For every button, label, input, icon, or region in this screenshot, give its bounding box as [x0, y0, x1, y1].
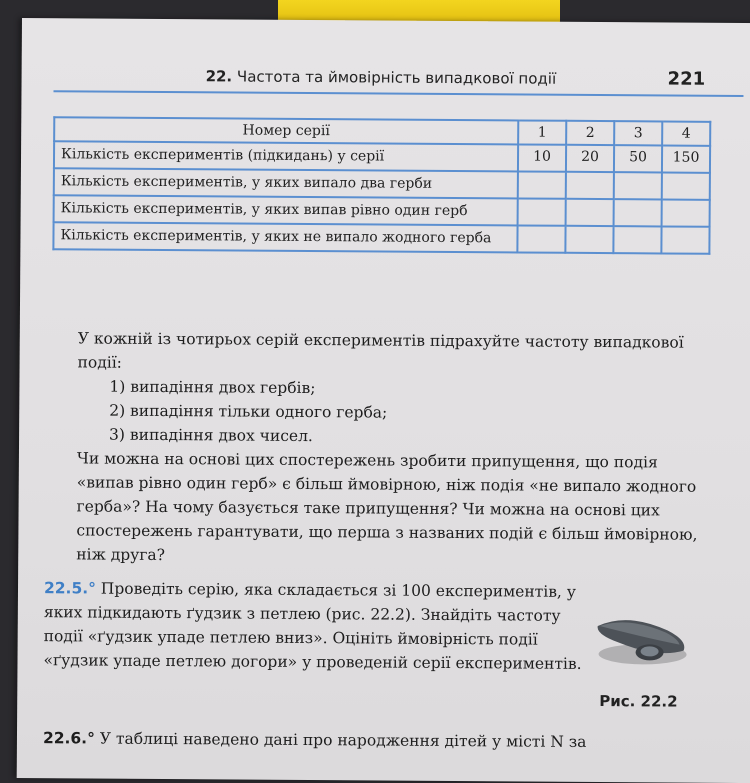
button-with-loop-icon — [587, 608, 697, 669]
table-row — [53, 222, 709, 254]
table-cell — [518, 171, 566, 198]
task-intro: У кожній із чотирьох серій експериментів підрахуйте частоту випадкової події: — [77, 329, 684, 372]
section-number: 22. — [205, 67, 233, 86]
table-cell — [518, 198, 566, 225]
figure-label: Рис. 22.2 — [599, 692, 678, 711]
exercise-number: 22.5.° — [43, 579, 96, 598]
table-cell — [565, 226, 613, 253]
exercise-22-6 — [43, 726, 703, 755]
experiment-table — [52, 116, 711, 255]
table-cell — [566, 172, 614, 199]
table-cell — [662, 199, 710, 226]
exercise-text: У таблиці наведено дані про народження дітей у місті N за — [99, 729, 587, 751]
table-cell — [613, 226, 661, 253]
table-cell: 50 — [614, 145, 662, 172]
task-item-3: 3) випадіння двох чисел. — [109, 425, 313, 446]
yellow-tape — [278, 0, 560, 22]
table-cell — [614, 199, 662, 226]
series-number-2: 2 — [566, 121, 614, 145]
section-title: Частота та ймовірність випадкової події — [236, 67, 557, 88]
row-label: Кількість експериментів (підкидань) у серії — [54, 141, 518, 171]
series-number-1: 1 — [518, 120, 566, 144]
table-cell — [517, 225, 565, 252]
button-figure — [587, 608, 697, 669]
table-cell — [566, 199, 614, 226]
exercise-text: Проведіть серію, яка складається зі 100 експериментів, у яких підкидають ґудзик з петлею (рис. 22.2). Знайдіть частоту події «ґудзик упаде петлею вниз». Оцініть ймовірність події «ґудзик упаде петлею догори» у проведеній серії експериментів. — [43, 579, 582, 673]
task-item-2: 2) випадіння тільки одного герба; — [109, 401, 388, 422]
textbook-page — [17, 18, 750, 783]
exercise-22-5 — [43, 576, 584, 676]
table-cell: 150 — [662, 145, 710, 172]
page-number: 221 — [667, 68, 706, 90]
task-item-1: 1) випадіння двох гербів; — [109, 377, 316, 398]
task-text — [76, 326, 718, 570]
row-label: Кількість експериментів, у яких випав рівно один герб — [54, 195, 518, 225]
table-cell: 20 — [566, 145, 614, 172]
task-question: Чи можна на основі цих спостережень зробити припущення, що подія «випав рівно один герб» є більш ймовірною, ніж подія «не випало жодного герба»? На чому базується таке припущення? Чи можна на основі цих спостережень гарантувати, що перша з названих подій є більш ймовірною, ніж друга? — [76, 449, 698, 565]
running-header — [206, 67, 557, 87]
table-cell — [662, 172, 710, 199]
series-number-3: 3 — [614, 121, 662, 145]
table-cell: 10 — [518, 144, 566, 171]
series-header-label: Номер серії — [54, 117, 518, 144]
header-divider — [53, 90, 743, 97]
series-number-4: 4 — [662, 121, 710, 145]
table-cell — [614, 172, 662, 199]
table-cell — [661, 226, 709, 253]
row-label: Кількість експериментів, у яких випало два герби — [54, 168, 518, 198]
exercise-number: 22.6.° — [42, 729, 95, 748]
row-label: Кількість експериментів, у яких не випало жодного герба — [53, 222, 517, 252]
